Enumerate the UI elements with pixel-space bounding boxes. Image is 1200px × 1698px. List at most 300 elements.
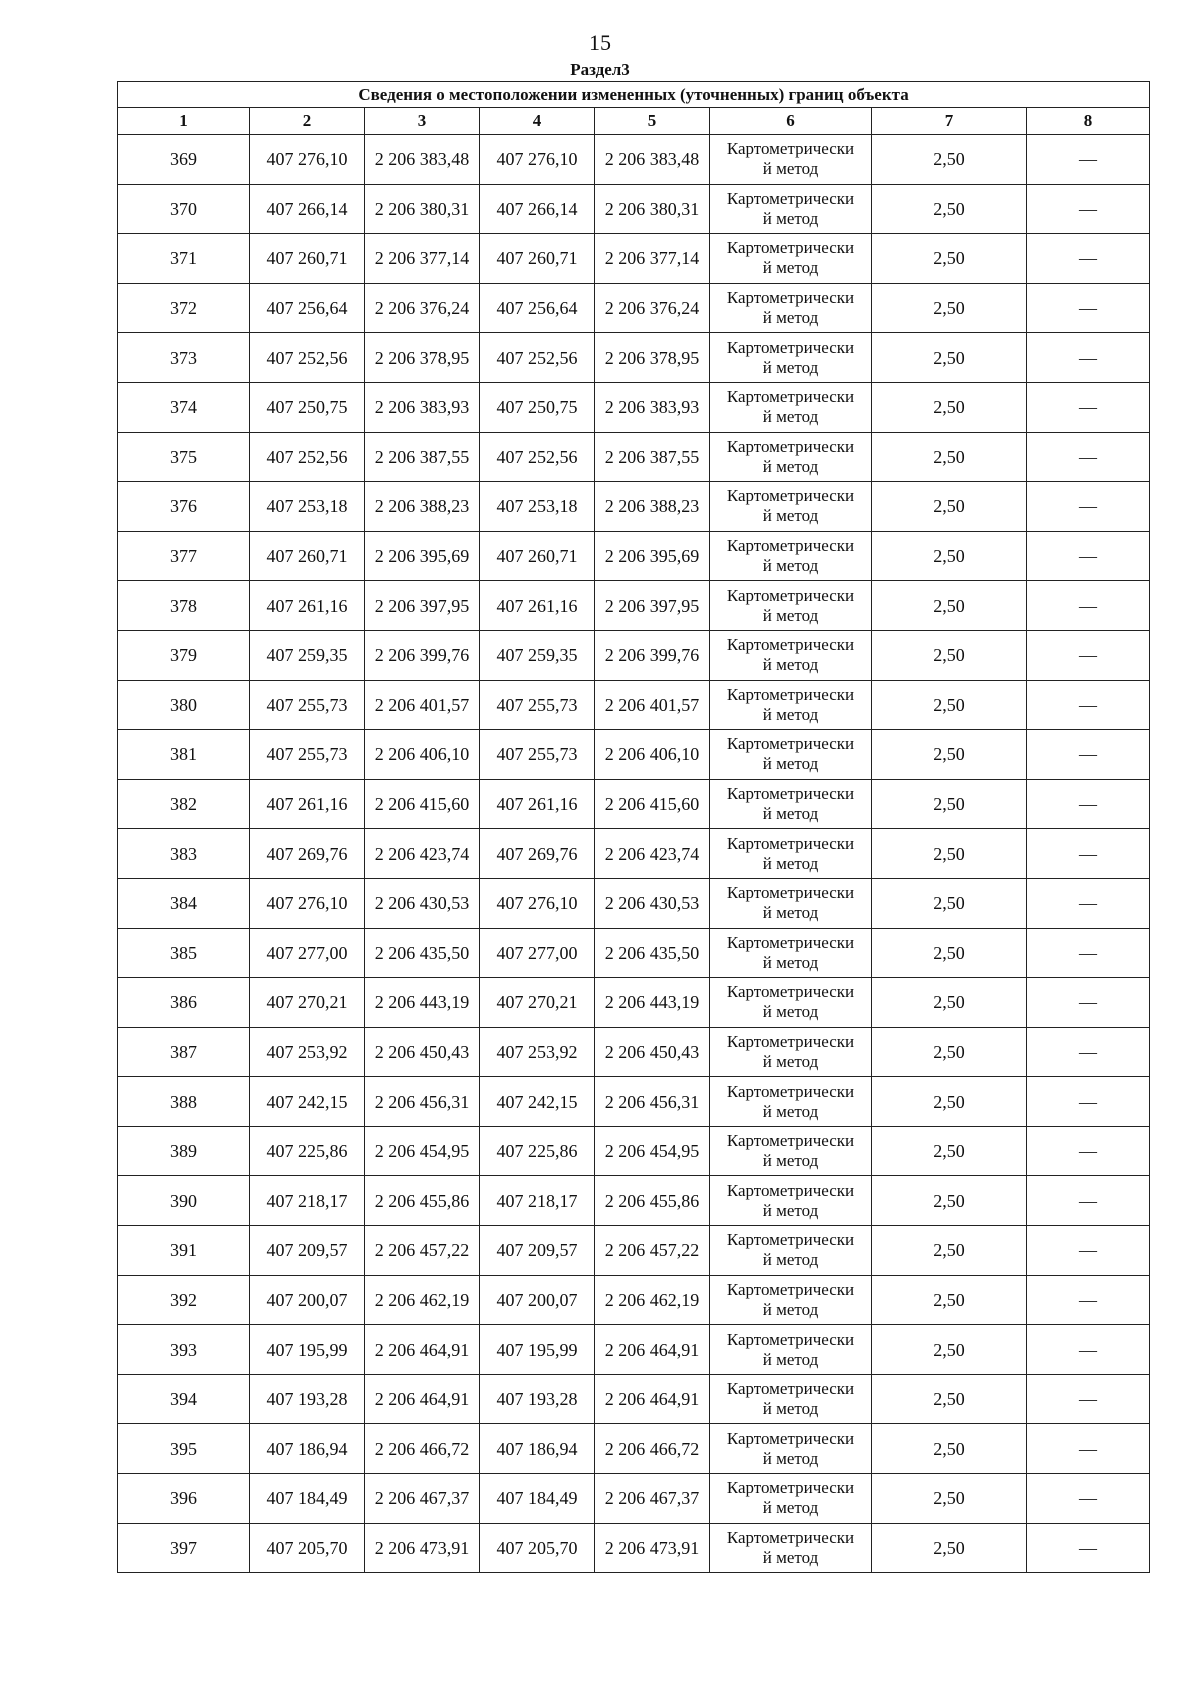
- note-cell: —: [1027, 630, 1150, 680]
- y-new-cell: 2 206 406,10: [595, 730, 710, 780]
- note-cell: —: [1027, 779, 1150, 829]
- x-new-cell: 407 260,71: [480, 531, 595, 581]
- column-header: 5: [595, 108, 710, 135]
- accuracy-cell: 2,50: [872, 978, 1027, 1028]
- x-new-cell: 407 200,07: [480, 1275, 595, 1325]
- x-new-cell: 407 260,71: [480, 234, 595, 284]
- y-old-cell: 2 206 377,14: [365, 234, 480, 284]
- table-row: [118, 1374, 1150, 1424]
- accuracy-cell: 2,50: [872, 1275, 1027, 1325]
- x-new-cell: 407 195,99: [480, 1325, 595, 1375]
- column-header: 8: [1027, 108, 1150, 135]
- x-new-cell: 407 269,76: [480, 829, 595, 879]
- point-number-cell: 374: [118, 382, 250, 432]
- point-number-cell: 397: [118, 1523, 250, 1573]
- x-new-cell: 407 225,86: [480, 1126, 595, 1176]
- method-text-line2: й метод: [762, 605, 819, 625]
- table-row: [118, 928, 1150, 978]
- method-cell: [710, 482, 872, 532]
- y-new-cell: 2 206 376,24: [595, 283, 710, 333]
- x-new-cell: 407 252,56: [480, 333, 595, 383]
- y-old-cell: 2 206 473,91: [365, 1523, 480, 1573]
- note-cell: —: [1027, 878, 1150, 928]
- method-cell: [710, 1126, 872, 1176]
- point-number-cell: 392: [118, 1275, 250, 1325]
- x-old-cell: 407 276,10: [250, 135, 365, 185]
- table-row: [118, 482, 1150, 532]
- note-cell: —: [1027, 978, 1150, 1028]
- table-row: [118, 1424, 1150, 1474]
- method-text-line2: й метод: [762, 456, 819, 476]
- method-text-line1: Картометрически: [726, 1180, 855, 1200]
- method-text-line2: й метод: [762, 1349, 819, 1369]
- x-old-cell: 407 261,16: [250, 581, 365, 631]
- y-new-cell: 2 206 464,91: [595, 1325, 710, 1375]
- x-old-cell: 407 218,17: [250, 1176, 365, 1226]
- method-text-line1: Картометрически: [726, 784, 855, 804]
- method-cell: [710, 1424, 872, 1474]
- method-cell: [710, 1474, 872, 1524]
- method-text-line1: Картометрически: [726, 1329, 855, 1349]
- method-text-line1: Картометрически: [726, 1131, 855, 1151]
- method-text-line2: й метод: [762, 1547, 819, 1567]
- y-old-cell: 2 206 406,10: [365, 730, 480, 780]
- y-new-cell: 2 206 473,91: [595, 1523, 710, 1573]
- column-header: 4: [480, 108, 595, 135]
- x-new-cell: 407 277,00: [480, 928, 595, 978]
- note-cell: —: [1027, 1077, 1150, 1127]
- x-old-cell: 407 261,16: [250, 779, 365, 829]
- y-new-cell: 2 206 395,69: [595, 531, 710, 581]
- note-cell: —: [1027, 1226, 1150, 1276]
- table-row: [118, 1226, 1150, 1276]
- x-old-cell: 407 277,00: [250, 928, 365, 978]
- accuracy-cell: 2,50: [872, 630, 1027, 680]
- y-new-cell: 2 206 387,55: [595, 432, 710, 482]
- y-old-cell: 2 206 397,95: [365, 581, 480, 631]
- method-text-line2: й метод: [762, 1200, 819, 1220]
- note-cell: —: [1027, 1374, 1150, 1424]
- y-new-cell: 2 206 377,14: [595, 234, 710, 284]
- method-text-line1: Картометрически: [726, 1279, 855, 1299]
- point-number-cell: 375: [118, 432, 250, 482]
- y-new-cell: 2 206 454,95: [595, 1126, 710, 1176]
- accuracy-cell: 2,50: [872, 1027, 1027, 1077]
- note-cell: —: [1027, 1474, 1150, 1524]
- y-old-cell: 2 206 415,60: [365, 779, 480, 829]
- x-old-cell: 407 255,73: [250, 730, 365, 780]
- method-cell: [710, 283, 872, 333]
- point-number-cell: 383: [118, 829, 250, 879]
- y-new-cell: 2 206 399,76: [595, 630, 710, 680]
- x-old-cell: 407 195,99: [250, 1325, 365, 1375]
- method-text-line2: й метод: [762, 1250, 819, 1270]
- x-new-cell: 407 259,35: [480, 630, 595, 680]
- table-row: [118, 680, 1150, 730]
- method-text-line2: й метод: [762, 804, 819, 824]
- point-number-cell: 386: [118, 978, 250, 1028]
- method-text-line2: й метод: [762, 1002, 819, 1022]
- y-new-cell: 2 206 443,19: [595, 978, 710, 1028]
- y-old-cell: 2 206 443,19: [365, 978, 480, 1028]
- column-header: 1: [118, 108, 250, 135]
- table-row: [118, 1176, 1150, 1226]
- y-old-cell: 2 206 457,22: [365, 1226, 480, 1276]
- x-old-cell: 407 253,92: [250, 1027, 365, 1077]
- table-row: [118, 432, 1150, 482]
- note-cell: —: [1027, 829, 1150, 879]
- note-cell: —: [1027, 1176, 1150, 1226]
- note-cell: —: [1027, 928, 1150, 978]
- method-text-line1: Картометрически: [726, 734, 855, 754]
- x-old-cell: 407 252,56: [250, 333, 365, 383]
- method-cell: [710, 1374, 872, 1424]
- point-number-cell: 371: [118, 234, 250, 284]
- y-old-cell: 2 206 383,48: [365, 135, 480, 185]
- table-row: [118, 630, 1150, 680]
- table-row: [118, 978, 1150, 1028]
- method-text-line2: й метод: [762, 754, 819, 774]
- method-text-line1: Картометрически: [726, 536, 855, 556]
- point-number-cell: 372: [118, 283, 250, 333]
- method-cell: [710, 382, 872, 432]
- y-new-cell: 2 206 423,74: [595, 829, 710, 879]
- method-cell: [710, 1077, 872, 1127]
- method-text-line2: й метод: [762, 903, 819, 923]
- y-new-cell: 2 206 464,91: [595, 1374, 710, 1424]
- x-new-cell: 407 270,21: [480, 978, 595, 1028]
- method-text-line2: й метод: [762, 357, 819, 377]
- y-old-cell: 2 206 467,37: [365, 1474, 480, 1524]
- method-text-line1: Картометрически: [726, 932, 855, 952]
- method-text-line2: й метод: [762, 704, 819, 724]
- table-row: [118, 184, 1150, 234]
- accuracy-cell: 2,50: [872, 680, 1027, 730]
- accuracy-cell: 2,50: [872, 482, 1027, 532]
- y-new-cell: 2 206 455,86: [595, 1176, 710, 1226]
- note-cell: —: [1027, 135, 1150, 185]
- y-new-cell: 2 206 378,95: [595, 333, 710, 383]
- table-title: Сведения о местоположении измененных (уточненных) границ объекта: [118, 82, 1150, 108]
- x-old-cell: 407 260,71: [250, 531, 365, 581]
- accuracy-cell: 2,50: [872, 779, 1027, 829]
- y-new-cell: 2 206 383,93: [595, 382, 710, 432]
- y-new-cell: 2 206 415,60: [595, 779, 710, 829]
- point-number-cell: 389: [118, 1126, 250, 1176]
- note-cell: —: [1027, 1523, 1150, 1573]
- method-text-line1: Картометрически: [726, 1230, 855, 1250]
- point-number-cell: 373: [118, 333, 250, 383]
- accuracy-cell: 2,50: [872, 829, 1027, 879]
- y-new-cell: 2 206 397,95: [595, 581, 710, 631]
- method-text-line2: й метод: [762, 506, 819, 526]
- x-new-cell: 407 261,16: [480, 779, 595, 829]
- y-old-cell: 2 206 395,69: [365, 531, 480, 581]
- y-old-cell: 2 206 464,91: [365, 1325, 480, 1375]
- method-text-line1: Картометрически: [726, 1478, 855, 1498]
- method-cell: [710, 928, 872, 978]
- note-cell: —: [1027, 730, 1150, 780]
- accuracy-cell: 2,50: [872, 581, 1027, 631]
- x-new-cell: 407 261,16: [480, 581, 595, 631]
- method-text-line2: й метод: [762, 407, 819, 427]
- accuracy-cell: 2,50: [872, 1474, 1027, 1524]
- method-text-line1: Картометрически: [726, 1428, 855, 1448]
- accuracy-cell: 2,50: [872, 1077, 1027, 1127]
- method-text-line2: й метод: [762, 1101, 819, 1121]
- y-old-cell: 2 206 399,76: [365, 630, 480, 680]
- method-text-line1: Картометрически: [726, 436, 855, 456]
- x-old-cell: 407 266,14: [250, 184, 365, 234]
- coordinates-table: [117, 81, 1150, 1573]
- method-text-line2: й метод: [762, 208, 819, 228]
- table-row: [118, 581, 1150, 631]
- table-row: [118, 1523, 1150, 1573]
- method-text-line1: Картометрически: [726, 1379, 855, 1399]
- y-old-cell: 2 206 450,43: [365, 1027, 480, 1077]
- table-row: [118, 779, 1150, 829]
- column-header: 3: [365, 108, 480, 135]
- method-text-line2: й метод: [762, 258, 819, 278]
- point-number-cell: 376: [118, 482, 250, 532]
- method-cell: [710, 1226, 872, 1276]
- x-old-cell: 407 193,28: [250, 1374, 365, 1424]
- note-cell: —: [1027, 1126, 1150, 1176]
- table-row: [118, 878, 1150, 928]
- point-number-cell: 379: [118, 630, 250, 680]
- accuracy-cell: 2,50: [872, 135, 1027, 185]
- method-cell: [710, 1027, 872, 1077]
- table-row: [118, 829, 1150, 879]
- y-old-cell: 2 206 401,57: [365, 680, 480, 730]
- accuracy-cell: 2,50: [872, 1325, 1027, 1375]
- method-text-line1: Картометрически: [726, 684, 855, 704]
- method-cell: [710, 581, 872, 631]
- method-cell: [710, 878, 872, 928]
- x-old-cell: 407 250,75: [250, 382, 365, 432]
- x-new-cell: 407 256,64: [480, 283, 595, 333]
- accuracy-cell: 2,50: [872, 432, 1027, 482]
- method-text-line1: Картометрически: [726, 1031, 855, 1051]
- y-old-cell: 2 206 456,31: [365, 1077, 480, 1127]
- y-new-cell: 2 206 456,31: [595, 1077, 710, 1127]
- table-row: [118, 531, 1150, 581]
- accuracy-cell: 2,50: [872, 1226, 1027, 1276]
- x-old-cell: 407 276,10: [250, 878, 365, 928]
- x-old-cell: 407 259,35: [250, 630, 365, 680]
- x-new-cell: 407 218,17: [480, 1176, 595, 1226]
- method-text-line2: й метод: [762, 1151, 819, 1171]
- y-old-cell: 2 206 435,50: [365, 928, 480, 978]
- accuracy-cell: 2,50: [872, 928, 1027, 978]
- column-header: 6: [710, 108, 872, 135]
- y-old-cell: 2 206 376,24: [365, 283, 480, 333]
- point-number-cell: 387: [118, 1027, 250, 1077]
- point-number-cell: 377: [118, 531, 250, 581]
- method-text-line1: Картометрически: [726, 982, 855, 1002]
- note-cell: —: [1027, 1027, 1150, 1077]
- method-text-line2: й метод: [762, 1448, 819, 1468]
- x-new-cell: 407 250,75: [480, 382, 595, 432]
- point-number-cell: 381: [118, 730, 250, 780]
- method-text-line1: Картометрически: [726, 238, 855, 258]
- method-text-line1: Картометрически: [726, 288, 855, 308]
- accuracy-cell: 2,50: [872, 730, 1027, 780]
- note-cell: —: [1027, 531, 1150, 581]
- x-new-cell: 407 276,10: [480, 878, 595, 928]
- accuracy-cell: 2,50: [872, 283, 1027, 333]
- x-old-cell: 407 200,07: [250, 1275, 365, 1325]
- point-number-cell: 396: [118, 1474, 250, 1524]
- x-new-cell: 407 253,18: [480, 482, 595, 532]
- page-number: 15: [589, 30, 611, 55]
- x-old-cell: 407 184,49: [250, 1474, 365, 1524]
- accuracy-cell: 2,50: [872, 1176, 1027, 1226]
- accuracy-cell: 2,50: [872, 1424, 1027, 1474]
- method-cell: [710, 135, 872, 185]
- y-old-cell: 2 206 466,72: [365, 1424, 480, 1474]
- x-old-cell: 407 242,15: [250, 1077, 365, 1127]
- table-row: [118, 1126, 1150, 1176]
- method-text-line1: Картометрически: [726, 1527, 855, 1547]
- y-old-cell: 2 206 423,74: [365, 829, 480, 879]
- point-number-cell: 369: [118, 135, 250, 185]
- point-number-cell: 388: [118, 1077, 250, 1127]
- point-number-cell: 393: [118, 1325, 250, 1375]
- point-number-cell: 370: [118, 184, 250, 234]
- x-old-cell: 407 186,94: [250, 1424, 365, 1474]
- method-text-line1: Картометрически: [726, 833, 855, 853]
- note-cell: —: [1027, 680, 1150, 730]
- y-old-cell: 2 206 455,86: [365, 1176, 480, 1226]
- accuracy-cell: 2,50: [872, 531, 1027, 581]
- column-header: 2: [250, 108, 365, 135]
- method-text-line1: Картометрически: [726, 387, 855, 407]
- x-new-cell: 407 276,10: [480, 135, 595, 185]
- method-cell: [710, 680, 872, 730]
- x-new-cell: 407 252,56: [480, 432, 595, 482]
- y-old-cell: 2 206 464,91: [365, 1374, 480, 1424]
- y-new-cell: 2 206 383,48: [595, 135, 710, 185]
- method-cell: [710, 1176, 872, 1226]
- method-cell: [710, 333, 872, 383]
- method-text-line2: й метод: [762, 952, 819, 972]
- y-old-cell: 2 206 462,19: [365, 1275, 480, 1325]
- y-new-cell: 2 206 450,43: [595, 1027, 710, 1077]
- table-title-row: [118, 82, 1150, 108]
- point-number-cell: 390: [118, 1176, 250, 1226]
- table-row: [118, 730, 1150, 780]
- table-row: [118, 382, 1150, 432]
- method-text-line2: й метод: [762, 556, 819, 576]
- x-old-cell: 407 256,64: [250, 283, 365, 333]
- method-cell: [710, 1523, 872, 1573]
- x-old-cell: 407 209,57: [250, 1226, 365, 1276]
- y-old-cell: 2 206 378,95: [365, 333, 480, 383]
- method-text-line2: й метод: [762, 308, 819, 328]
- y-new-cell: 2 206 467,37: [595, 1474, 710, 1524]
- point-number-cell: 382: [118, 779, 250, 829]
- note-cell: —: [1027, 283, 1150, 333]
- y-new-cell: 2 206 457,22: [595, 1226, 710, 1276]
- method-text-line1: Картометрически: [726, 486, 855, 506]
- x-new-cell: 407 255,73: [480, 680, 595, 730]
- method-cell: [710, 730, 872, 780]
- method-cell: [710, 432, 872, 482]
- x-new-cell: 407 186,94: [480, 1424, 595, 1474]
- method-text-line2: й метод: [762, 1498, 819, 1518]
- note-cell: —: [1027, 382, 1150, 432]
- table-row: [118, 1325, 1150, 1375]
- method-text-line2: й метод: [762, 1399, 819, 1419]
- point-number-cell: 391: [118, 1226, 250, 1276]
- section-label: Раздел3: [570, 60, 630, 79]
- accuracy-cell: 2,50: [872, 1126, 1027, 1176]
- note-cell: —: [1027, 1424, 1150, 1474]
- accuracy-cell: 2,50: [872, 1523, 1027, 1573]
- x-old-cell: 407 270,21: [250, 978, 365, 1028]
- y-new-cell: 2 206 388,23: [595, 482, 710, 532]
- method-text-line1: Картометрически: [726, 883, 855, 903]
- note-cell: —: [1027, 184, 1150, 234]
- y-new-cell: 2 206 380,31: [595, 184, 710, 234]
- y-old-cell: 2 206 430,53: [365, 878, 480, 928]
- note-cell: —: [1027, 333, 1150, 383]
- note-cell: —: [1027, 482, 1150, 532]
- method-cell: [710, 184, 872, 234]
- method-cell: [710, 234, 872, 284]
- y-old-cell: 2 206 454,95: [365, 1126, 480, 1176]
- y-old-cell: 2 206 387,55: [365, 432, 480, 482]
- method-text-line2: й метод: [762, 1299, 819, 1319]
- accuracy-cell: 2,50: [872, 333, 1027, 383]
- method-text-line1: Картометрически: [726, 1081, 855, 1101]
- point-number-cell: 395: [118, 1424, 250, 1474]
- method-text-line1: Картометрически: [726, 188, 855, 208]
- table-row: [118, 135, 1150, 185]
- method-cell: [710, 978, 872, 1028]
- method-text-line1: Картометрически: [726, 635, 855, 655]
- y-new-cell: 2 206 430,53: [595, 878, 710, 928]
- method-text-line2: й метод: [762, 1051, 819, 1071]
- point-number-cell: 380: [118, 680, 250, 730]
- x-old-cell: 407 253,18: [250, 482, 365, 532]
- x-old-cell: 407 255,73: [250, 680, 365, 730]
- table-body: [118, 135, 1150, 1573]
- table-row: [118, 283, 1150, 333]
- method-text-line1: Картометрически: [726, 585, 855, 605]
- x-old-cell: 407 205,70: [250, 1523, 365, 1573]
- x-new-cell: 407 205,70: [480, 1523, 595, 1573]
- method-cell: [710, 1275, 872, 1325]
- x-old-cell: 407 225,86: [250, 1126, 365, 1176]
- accuracy-cell: 2,50: [872, 382, 1027, 432]
- y-old-cell: 2 206 380,31: [365, 184, 480, 234]
- accuracy-cell: 2,50: [872, 878, 1027, 928]
- x-new-cell: 407 242,15: [480, 1077, 595, 1127]
- method-cell: [710, 1325, 872, 1375]
- note-cell: —: [1027, 581, 1150, 631]
- method-text-line2: й метод: [762, 853, 819, 873]
- accuracy-cell: 2,50: [872, 1374, 1027, 1424]
- x-old-cell: 407 269,76: [250, 829, 365, 879]
- y-new-cell: 2 206 466,72: [595, 1424, 710, 1474]
- y-old-cell: 2 206 388,23: [365, 482, 480, 532]
- x-new-cell: 407 255,73: [480, 730, 595, 780]
- table-row: [118, 1474, 1150, 1524]
- point-number-cell: 385: [118, 928, 250, 978]
- point-number-cell: 378: [118, 581, 250, 631]
